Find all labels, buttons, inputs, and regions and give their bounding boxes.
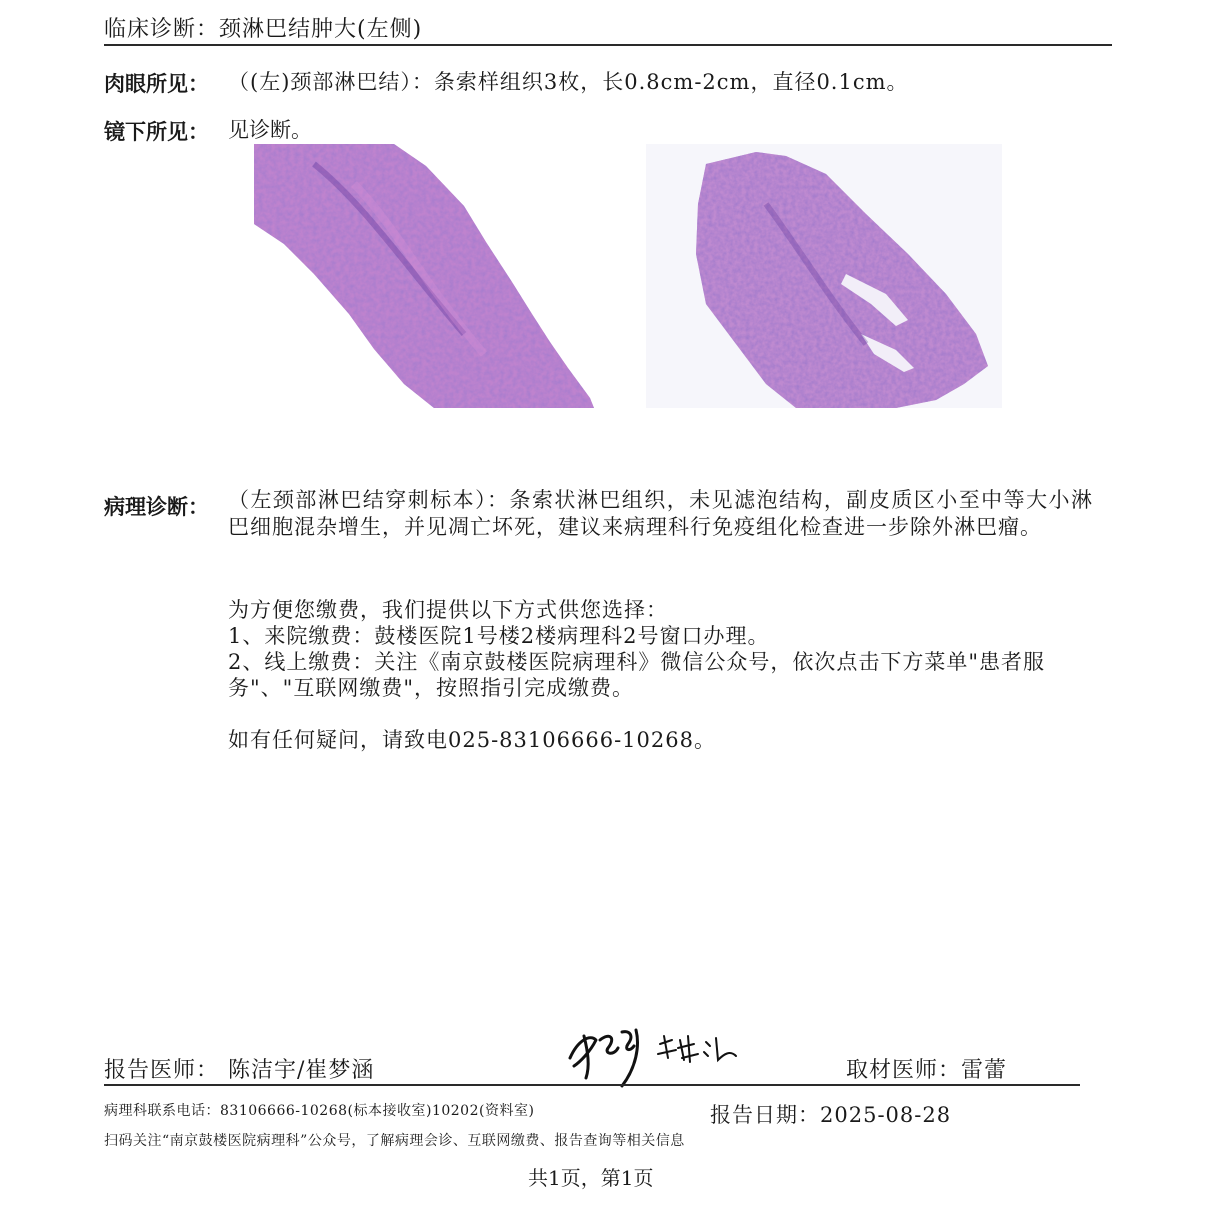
payment-spacer	[228, 701, 1098, 727]
sampling-doctor: 取材医师：雷蕾	[846, 1058, 1008, 1083]
header-divider	[104, 44, 1112, 46]
handwritten-signature	[560, 1018, 750, 1090]
report-date: 报告日期：2025-08-28	[710, 1103, 952, 1127]
payment-option-onsite: 1、来院缴费：鼓楼医院1号楼2楼病理科2号窗口办理。	[228, 624, 770, 648]
gross-findings-label: 肉眼所见：	[104, 72, 209, 96]
payment-contact: 如有任何疑问，请致电025-83106666-10268。	[228, 728, 716, 752]
clinical-diagnosis	[104, 12, 422, 43]
department-phone: 病理科联系电话：83106666-10268(标本接收室)10202(资料室)	[104, 1103, 535, 1119]
payment-notice	[228, 597, 1098, 753]
page-indicator: 共1页，第1页	[528, 1166, 654, 1190]
microscopic-findings-text: 见诊断。	[228, 118, 312, 142]
footer-divider	[104, 1084, 1080, 1086]
gross-findings-text: （(左)颈部淋巴结）：条索样组织3枚，长0.8cm-2cm，直径0.1cm。	[228, 70, 909, 94]
microscopic-findings-label: 镜下所见：	[104, 120, 209, 144]
scan-qr-notice: 扫码关注“南京鼓楼医院病理科”公众号，了解病理会诊、互联网缴费、报告查询等相关信息	[104, 1133, 685, 1149]
clinical-diagnosis-value: 颈淋巴结肿大(左侧)	[219, 17, 423, 42]
payment-option-online: 2、线上缴费：关注《南京鼓楼医院病理科》微信公众号，依次点击下方菜单"患者服务"、"互联网缴费"，按照指引完成缴费。	[228, 650, 1046, 700]
pathology-diagnosis-text: （左颈部淋巴结穿刺标本）：条索状淋巴组织，未见滤泡结构，副皮质区小至中等大小淋巴细胞混杂增生，并见凋亡坏死，建议来病理科行免疫组化检查进一步除外淋巴瘤。	[228, 488, 1093, 539]
report-doctor-label: 报告医师：	[104, 1058, 220, 1083]
pathology-diagnosis-label: 病理诊断：	[104, 495, 209, 519]
histology-image-left	[254, 144, 610, 408]
clinical-diagnosis-label: 临床诊断：	[104, 17, 220, 42]
report-doctor-value: 陈洁宇/崔梦涵	[228, 1058, 375, 1083]
payment-intro: 为方便您缴费，我们提供以下方式供您选择：	[228, 598, 668, 622]
histology-image-right	[646, 144, 1002, 408]
